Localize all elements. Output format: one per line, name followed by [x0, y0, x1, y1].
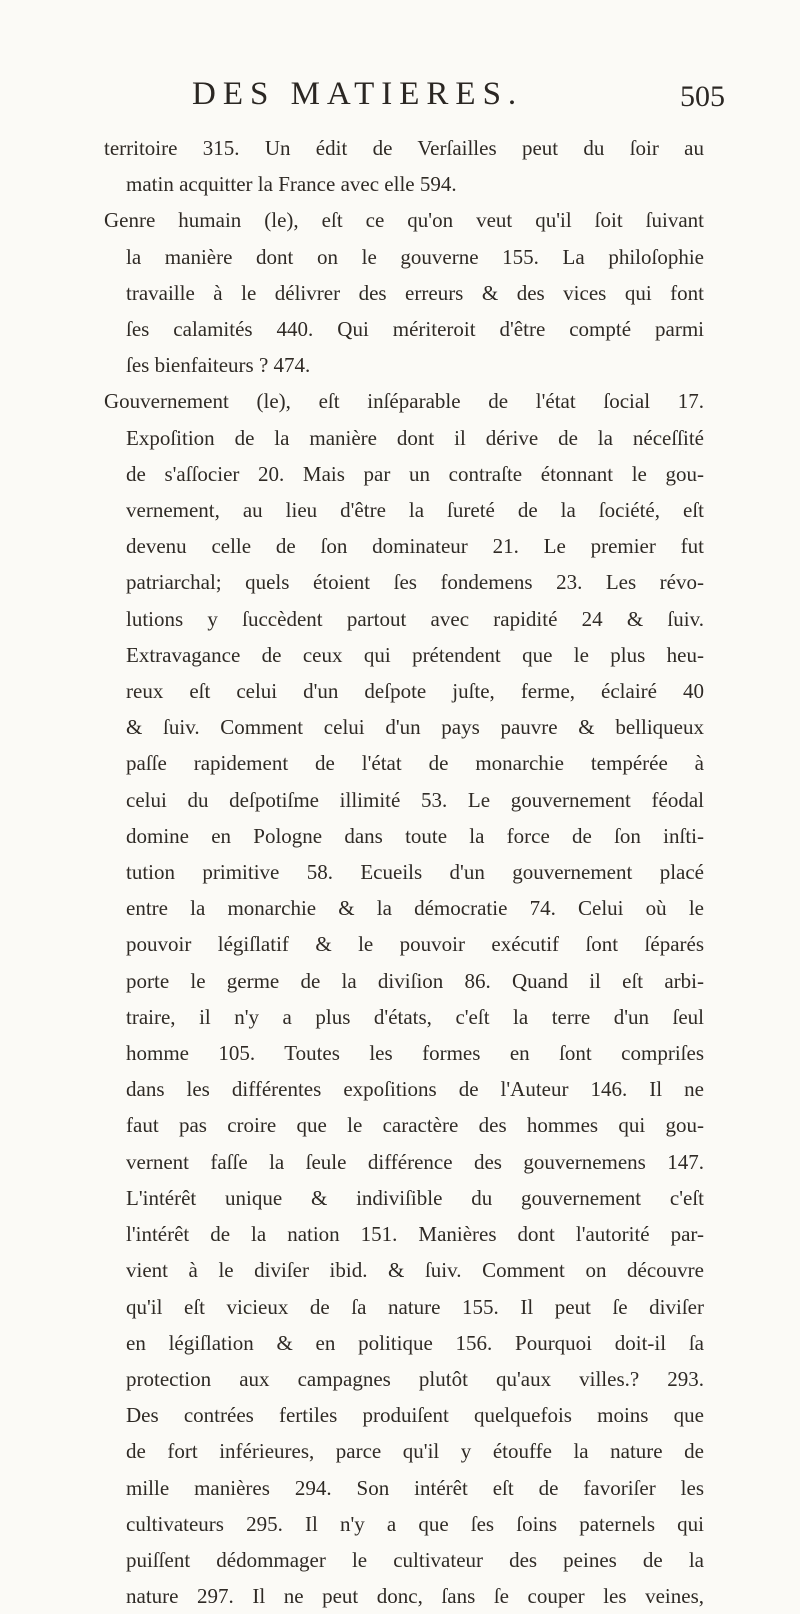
text-line: Des contrées fertiles produiſent quelquefois moins que	[126, 1403, 704, 1428]
text-line: puiſſent dédommager le cultivateur des peines de la	[126, 1547, 704, 1572]
text-line: & ſuiv. Comment celui d'un pays pauvre & belliqueux	[126, 715, 704, 740]
text-line: Expoſition de la manière dont il dérive de la néceſſité	[126, 425, 704, 450]
text-line: territoire 315. Un édit de Verſailles peut du ſoir au	[104, 136, 704, 160]
text-line: faut pas croire que le caractère des hommes qui gou-	[126, 1113, 704, 1138]
text-line: de fort inférieures, parce qu'il y étouffe la nature de	[126, 1439, 704, 1464]
page-number: 505	[680, 80, 725, 113]
text-line: mille manières 294. Son intérêt eſt de favoriſer les	[126, 1475, 704, 1500]
index-text	[104, 130, 704, 1614]
text-line: pouvoir légiſlatif & le pouvoir exécutif ſont ſéparés	[126, 932, 704, 957]
index-entry-gouvernement: Gouvernement (le), eſt inſéparable de l'état ſocial 17.	[104, 389, 704, 414]
text-line: qu'il eſt vicieux de ſa nature 155. Il peut ſe diviſer	[126, 1294, 704, 1319]
text-line: cultivateurs 295. Il n'y a que ſes ſoins paternels qui	[126, 1511, 704, 1536]
text-line: homme 105. Toutes les formes en ſont compriſes	[126, 1041, 704, 1066]
text-line: de s'aſſocier 20. Mais par un contraſte étonnant le gou-	[126, 461, 704, 486]
text-line: domine en Pologne dans toute la force de ſon inſti-	[126, 823, 704, 848]
text-line: lutions y ſuccèdent partout avec rapidité 24 & ſuiv.	[126, 606, 704, 631]
text-line: reux eſt celui d'un deſpote juſte, ferme, éclairé 40	[126, 679, 704, 704]
running-title: DES MATIERES.	[192, 76, 524, 112]
text-line: tution primitive 58. Ecueils d'un gouvernement placé	[126, 860, 704, 885]
text-line: ſes bienfaiteurs ? 474.	[126, 353, 311, 378]
text-line: entre la monarchie & la démocratie 74. Celui où le	[126, 896, 704, 921]
text-line: protection aux campagnes plutôt qu'aux villes.? 293.	[126, 1366, 704, 1391]
text-line: dans les différentes expoſitions de l'Auteur 146. Il ne	[126, 1077, 704, 1102]
text-line: matin acquitter la France avec elle 594.	[126, 172, 457, 197]
text-line: vernent faſſe la ſeule différence des gouvernemens 147.	[126, 1149, 704, 1174]
running-head	[0, 76, 800, 116]
text-line: vient à le diviſer ibid. & ſuiv. Comment on découvre	[126, 1258, 704, 1283]
text-line: traire, il n'y a plus d'états, c'eſt la terre d'un ſeul	[126, 1004, 704, 1029]
text-line: celui du deſpotiſme illimité 53. Le gouvernement féodal	[126, 787, 704, 812]
text-line: l'intérêt de la nation 151. Manières dont l'autorité par-	[126, 1222, 704, 1247]
text-line: vernement, au lieu d'être la ſureté de la ſociété, eſt	[126, 498, 704, 523]
index-entry-genre-humain: Genre humain (le), eſt ce qu'on veut qu'il ſoit ſuivant	[104, 208, 704, 233]
text-line: nature 297. Il ne peut donc, ſans ſe couper les veines,	[126, 1584, 704, 1609]
text-line: devenu celle de ſon dominateur 21. Le premier fut	[126, 534, 704, 559]
text-line: patriarchal; quels étoient ſes fondemens 23. Les révo-	[126, 570, 704, 595]
text-line: travaille à le délivrer des erreurs & des vices qui font	[126, 280, 704, 305]
text-line: Extravagance de ceux qui prétendent que le plus heu-	[126, 642, 704, 667]
text-line: porte le germe de la diviſion 86. Quand il eſt arbi-	[126, 968, 704, 993]
text-line: L'intérêt unique & indiviſible du gouvernement c'eſt	[126, 1185, 704, 1210]
text-line: paſſe rapidement de l'état de monarchie tempérée à	[126, 751, 704, 776]
text-line: la manière dont on le gouverne 155. La philoſophie	[126, 244, 704, 269]
text-line: ſes calamités 440. Qui mériteroit d'être compté parmi	[126, 317, 704, 342]
text-line: en légiſlation & en politique 156. Pourquoi doit-il ſa	[126, 1330, 704, 1355]
